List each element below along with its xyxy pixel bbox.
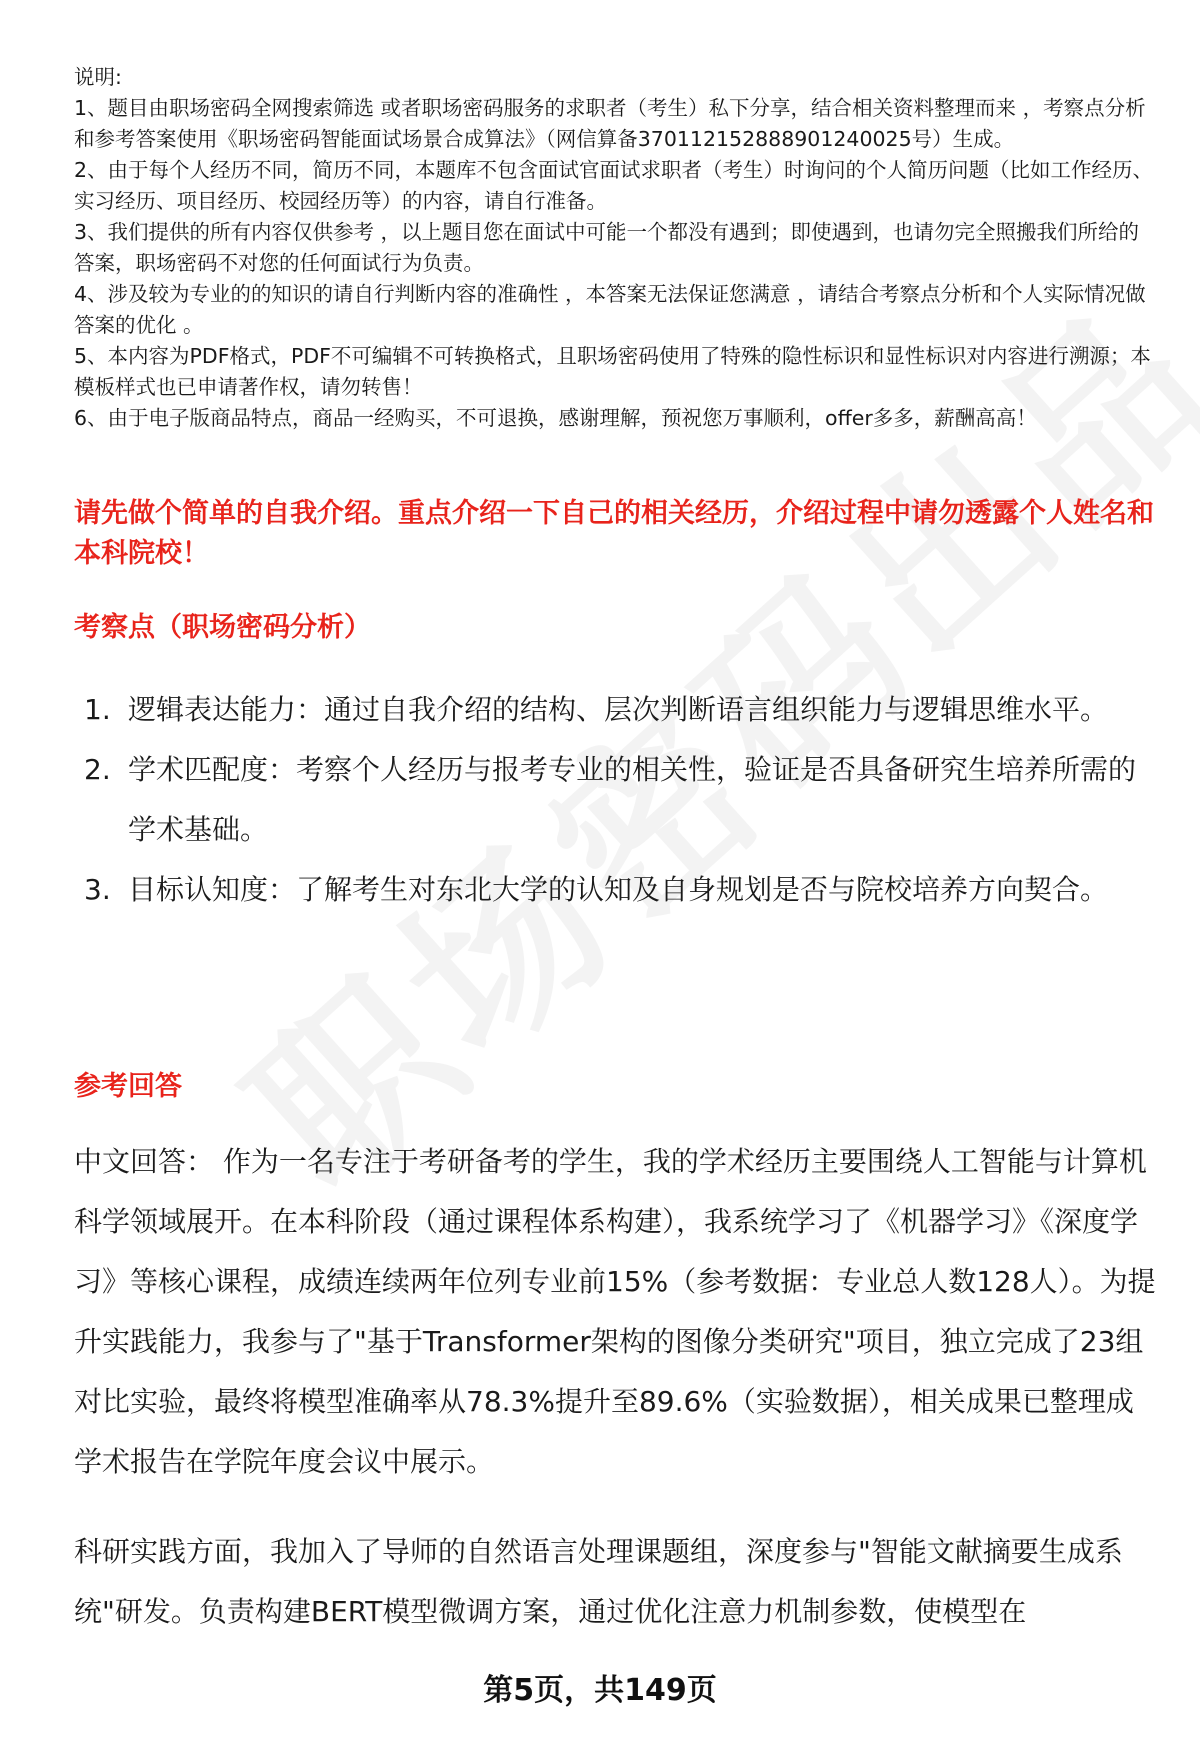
answer-paragraph: 科研实践方面，我加入了导师的自然语言处理课题组，深度参与"智能文献摘要生成系统"研发。负责构建BERT模型微调方案，通过优化注意力机制参数，使模型在 bbox=[74, 1535, 1123, 1628]
note-item: 4、涉及较为专业的的知识的请自行判断内容的准确性 ，本答案无法保证您满意 ，请结合考察点分析和个人实际情况做答案的优化 。 bbox=[74, 282, 1146, 337]
note-item: 5、本内容为PDF格式，PDF不可编辑不可转换格式，且职场密码使用了特殊的隐性标识和显性标识对内容进行溯源；本模板样式也已申请著作权，请勿转售！ bbox=[74, 344, 1151, 399]
notes-title: 说明: bbox=[74, 65, 122, 89]
page-number: 第5页，共149页 bbox=[483, 1673, 717, 1708]
analysis-point bbox=[74, 740, 1154, 860]
analysis-point bbox=[74, 680, 1154, 740]
note-item: 2、由于每个人经历不同，简历不同，本题库不包含面试官面试求职者（考生）时询问的个人简历问题（比如工作经历、实习经历、项目经历、校园经历等）的内容，请自行准备。 bbox=[74, 158, 1154, 213]
note-item: 1、题目由职场密码全网搜索筛选 或者职场密码服务的求职者（考生）私下分享，结合相关资料整理而来 ，考察点分析和参考答案使用《职场密码智能面试场景合成算法》（网信算备370112152888901240025号）生成。 bbox=[74, 96, 1146, 151]
reference-heading: 参考回答 bbox=[74, 1071, 182, 1102]
point-number: 3. bbox=[84, 873, 111, 906]
answer-paragraph: 中文回答： 作为一名专注于考研备考的学生，我的学术经历主要围绕人工智能与计算机科学领域展开。在本科阶段（通过课程体系构建），我系统学习了《机器学习》《深度学习》等核心课程，成绩连续两年位列专业前15%（参考数据：专业总人数128人）。为提升实践能力，我参与了"基于Transformer架构的图像分类研究"项目，独立完成了23组对比实验，最终将模型准确率从78.3%提升至89.6%（实验数据），相关成果已整理成学术报告在学院年度会议中展示。 bbox=[74, 1145, 1156, 1478]
note-item: 6、由于电子版商品特点，商品一经购买，不可退换，感谢理解，预祝您万事顺利，offer多多，薪酬高高！ bbox=[74, 406, 1037, 430]
analysis-point bbox=[74, 860, 1154, 920]
analysis-heading: 考察点（职场密码分析） bbox=[74, 612, 371, 643]
point-text: 学术匹配度：考察个人经历与报考专业的相关性，验证是否具备研究生培养所需的学术基础。 bbox=[128, 753, 1137, 846]
point-number: 2. bbox=[84, 753, 111, 786]
notes-section bbox=[74, 62, 1154, 434]
analysis-points bbox=[74, 680, 1154, 920]
note-item: 3、我们提供的所有内容仅供参考 ，以上题目您在面试中可能一个都没有遇到；即使遇到，也请勿完全照搬我们所给的答案，职场密码不对您的任何面试行为负责。 bbox=[74, 220, 1140, 275]
point-text: 目标认知度：了解考生对东北大学的认知及自身规划是否与院校培养方向契合。 bbox=[128, 873, 1109, 906]
point-text: 逻辑表达能力：通过自我介绍的结构、层次判断语言组织能力与逻辑思维水平。 bbox=[128, 693, 1109, 726]
point-number: 1. bbox=[84, 693, 111, 726]
question-title: 请先做个简单的自我介绍。重点介绍一下自己的相关经历，介绍过程中请勿透露个人姓名和本科院校！ bbox=[74, 498, 1154, 569]
